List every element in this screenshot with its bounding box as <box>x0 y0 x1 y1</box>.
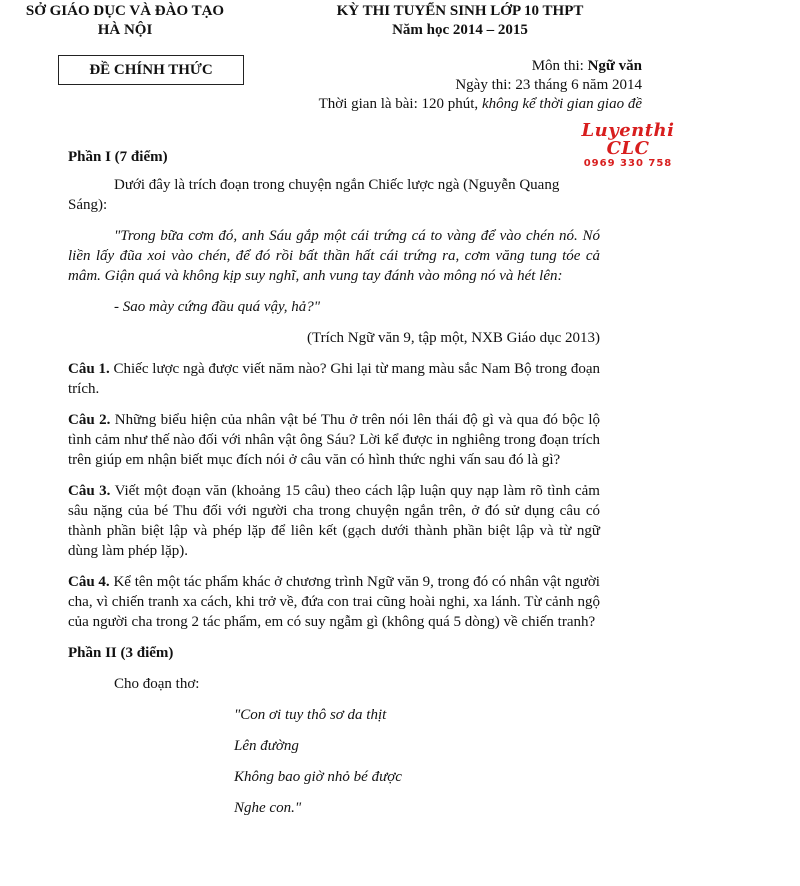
poem-line: Lên đường <box>234 738 299 754</box>
exam-title-line-1: KỲ THI TUYỂN SINH LỚP 10 THPT <box>336 3 584 19</box>
part2-intro: Cho đoạn thơ: <box>114 676 200 692</box>
part1-intro: Dưới đây là trích đoạn trong chuyện ngắn Chiếc lược ngà (Nguyễn Quang Sáng): <box>68 177 560 213</box>
exam-body <box>68 147 600 829</box>
excerpt-dialogue: - Sao mày cứng đầu quá vậy, hả?" <box>114 299 321 315</box>
authority-line-1: SỞ GIÁO DỤC VÀ ĐÀO TẠO <box>25 3 225 19</box>
issuing-authority <box>0 2 250 40</box>
question-3 <box>68 481 600 561</box>
poem-line: Nghe con." <box>234 800 302 816</box>
question-4-label: Câu 4. <box>68 574 110 590</box>
question-2 <box>68 410 600 470</box>
time-note: không kể thời gian giao đề <box>481 96 642 112</box>
exam-info <box>260 57 642 114</box>
subject-name: Ngữ văn <box>587 58 642 74</box>
question-2-text: Những biểu hiện của nhân vật bé Thu ở trên nói lên thái độ gì và qua đó bộc lộ tình cảm như thế nào đối với nhân vật ông Sáu? Lời kể được in nghiêng trong đoạn trích trên giúp em nhận biết mục đích nói ở câu văn có hình thức nghi vấn sau đó là gì? <box>68 412 600 468</box>
poem-line: "Con ơi tuy thô sơ da thịt <box>234 707 387 723</box>
official-label-box <box>58 55 244 85</box>
authority-line-2: HÀ NỘI <box>97 22 153 38</box>
excerpt-source: (Trích Ngữ văn 9, tập một, NXB Giáo dục 2013) <box>307 330 600 346</box>
time-line <box>260 95 642 114</box>
exam-title <box>290 2 630 40</box>
part2-title: Phần II (3 điểm) <box>68 645 174 661</box>
subject-prefix: Môn thi: <box>531 58 588 74</box>
watermark-brand: Luyenthi CLC <box>581 120 675 159</box>
poem <box>68 705 600 829</box>
question-1-label: Câu 1. <box>68 361 110 377</box>
exam-title-line-2: Năm học 2014 – 2015 <box>392 22 528 38</box>
question-4 <box>68 572 600 632</box>
question-3-label: Câu 3. <box>68 483 111 499</box>
part1-title: Phần I (7 điểm) <box>68 149 168 165</box>
question-1-text: Chiếc lược ngà được viết năm nào? Ghi lại từ mang màu sắc Nam Bộ trong đoạn trích. <box>68 361 600 397</box>
official-label: ĐỀ CHÍNH THỨC <box>89 62 213 78</box>
question-4-text: Kể tên một tác phẩm khác ở chương trình Ngữ văn 9, trong đó có nhân vật người cha, vì chiến tranh xa cách, khi trở về, đứa con trai cũng hoài nghi, xa lánh. Từ cảnh ngộ của người cha trong 2 tác phẩm, em có suy ngẫm gì (không quá 5 dòng) về chiến tranh? <box>68 574 600 630</box>
excerpt-quote: "Trong bữa cơm đó, anh Sáu gắp một cái trứng cá to vàng để vào chén nó. Nó liền lấy đũa xoi vào chén, để đó rồi bất thần hất cái trứng ra, cơm văng tung tóe cả mâm. Giận quá và không kịp suy nghĩ, anh vung tay đánh vào mông nó và hét lên: <box>68 228 600 284</box>
question-2-label: Câu 2. <box>68 412 111 428</box>
subject-line <box>260 57 642 76</box>
time-prefix: Thời gian là bài: 120 phút, <box>318 96 482 112</box>
watermark-phone: 0969 330 758 <box>583 158 673 169</box>
question-3-text: Viết một đoạn văn (khoảng 15 câu) theo cách lập luận quy nạp làm rõ tình cảm sâu nặng của bé Thu đối với người cha trong chuyện ngắn trên, ở đó sử dụng câu có thành phần biệt lập và phép lặp để liên kết (gạch dưới thành phần biệt lập và từ ngữ dùng làm phép lặp). <box>68 483 600 559</box>
poem-line: Không bao giờ nhỏ bé được <box>234 769 402 785</box>
exam-date: Ngày thi: 23 tháng 6 năm 2014 <box>455 77 642 93</box>
question-1 <box>68 359 600 399</box>
